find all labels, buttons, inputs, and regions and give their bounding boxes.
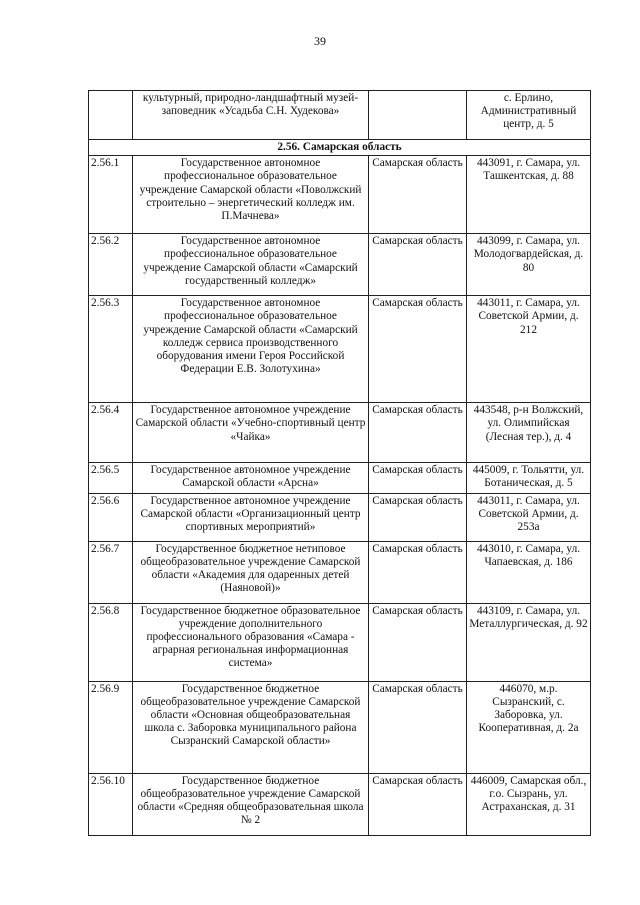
table-row xyxy=(89,91,591,140)
section-title: 2.56. Самарская область xyxy=(89,140,591,156)
table-row xyxy=(89,681,591,773)
address: с. Ерлино, Административный центр, д. 5 xyxy=(467,91,591,140)
address: 443010, г. Самара, ул. Чапаевская, д. 186 xyxy=(467,541,591,603)
institution-name: Государственное бюджетное общеобразовательное учреждение Самарской области «Основная общеобразовательная школа с. Заборовка муниципального района Сызранский Самарской области» xyxy=(133,681,369,773)
row-number: 2.56.1 xyxy=(89,156,133,234)
table-row xyxy=(89,493,591,541)
row-number: 2.56.9 xyxy=(89,681,133,773)
institution-name: Государственное автономное учреждение Самарской области «Организационный центр спортивных мероприятий» xyxy=(133,493,369,541)
row-number xyxy=(89,91,133,140)
table-row xyxy=(89,403,591,463)
institution-name: Государственное бюджетное общеобразовательное учреждение Самарской области «Средняя общеобразовательная школа № 2 xyxy=(133,773,369,835)
institution-name: Государственное автономное учреждение Самарской области «Арсна» xyxy=(133,463,369,493)
address: 443011, г. Самара, ул. Советской Армии, д. 212 xyxy=(467,296,591,403)
table-row xyxy=(89,603,591,681)
region: Самарская область xyxy=(369,156,467,234)
institution-name: Государственное бюджетное образовательное учреждение дополнительного профессионального образования «Самара - аграрная региональная информационная система» xyxy=(133,603,369,681)
address: 445009, г. Тольятти, ул. Ботаническая, д. 5 xyxy=(467,463,591,493)
page-number: 39 xyxy=(314,34,326,48)
row-number: 2.56.10 xyxy=(89,773,133,835)
address: 443091, г. Самара, ул. Ташкентская, д. 88 xyxy=(467,156,591,234)
section-header-row xyxy=(89,140,591,156)
institution-name: Государственное автономное профессиональное образовательное учреждение Самарской области «Самарский государственный колледж» xyxy=(133,234,369,296)
institution-name: Государственное автономное учреждение Самарской области «Учебно-спортивный центр «Чайка» xyxy=(133,403,369,463)
address: 443548, р-н Волжский, ул. Олимпийская (Лесная тер.), д. 4 xyxy=(467,403,591,463)
address: 443099, г. Самара, ул. Молодогвардейская, д. 80 xyxy=(467,234,591,296)
institution-name: Государственное автономное профессиональное образовательное учреждение Самарской области «Поволжский строительно – энергетический колледж им. П.Мачнева» xyxy=(133,156,369,234)
row-number: 2.56.6 xyxy=(89,493,133,541)
table-row xyxy=(89,541,591,603)
row-number: 2.56.3 xyxy=(89,296,133,403)
table-row xyxy=(89,156,591,234)
address: 446009, Самарская обл., г.о. Сызрань, ул. Астраханская, д. 31 xyxy=(467,773,591,835)
row-number: 2.56.8 xyxy=(89,603,133,681)
region: Самарская область xyxy=(369,463,467,493)
institutions-table xyxy=(88,90,591,836)
region: Самарская область xyxy=(369,681,467,773)
region: Самарская область xyxy=(369,493,467,541)
row-number: 2.56.7 xyxy=(89,541,133,603)
region: Самарская область xyxy=(369,603,467,681)
region: Самарская область xyxy=(369,773,467,835)
address: 443109, г. Самара, ул. Металлургическая, д. 92 xyxy=(467,603,591,681)
address: 443011, г. Самара, ул. Советской Армии, д. 253а xyxy=(467,493,591,541)
institution-name: Государственное автономное профессиональное образовательное учреждение Самарской области «Самарский колледж сервиса производственного оборудования имени Героя Российской Федерации Е.В. Золотухина» xyxy=(133,296,369,403)
region: Самарская область xyxy=(369,296,467,403)
row-number: 2.56.4 xyxy=(89,403,133,463)
institution-name: Государственное бюджетное нетиповое общеобразовательное учреждение Самарской области «Академия для одаренных детей (Наяновой)» xyxy=(133,541,369,603)
region: Самарская область xyxy=(369,403,467,463)
row-number: 2.56.2 xyxy=(89,234,133,296)
institution-name: культурный, природно-ландшафтный музей-заповедник «Усадьба С.Н. Худекова» xyxy=(133,91,369,140)
region: Самарская область xyxy=(369,541,467,603)
region xyxy=(369,91,467,140)
table-row xyxy=(89,773,591,835)
table-row xyxy=(89,463,591,493)
region: Самарская область xyxy=(369,234,467,296)
row-number: 2.56.5 xyxy=(89,463,133,493)
table-row xyxy=(89,296,591,403)
address: 446070, м.р. Сызранский, с. Заборовка, ул. Кооперативная, д. 2а xyxy=(467,681,591,773)
table-row xyxy=(89,234,591,296)
